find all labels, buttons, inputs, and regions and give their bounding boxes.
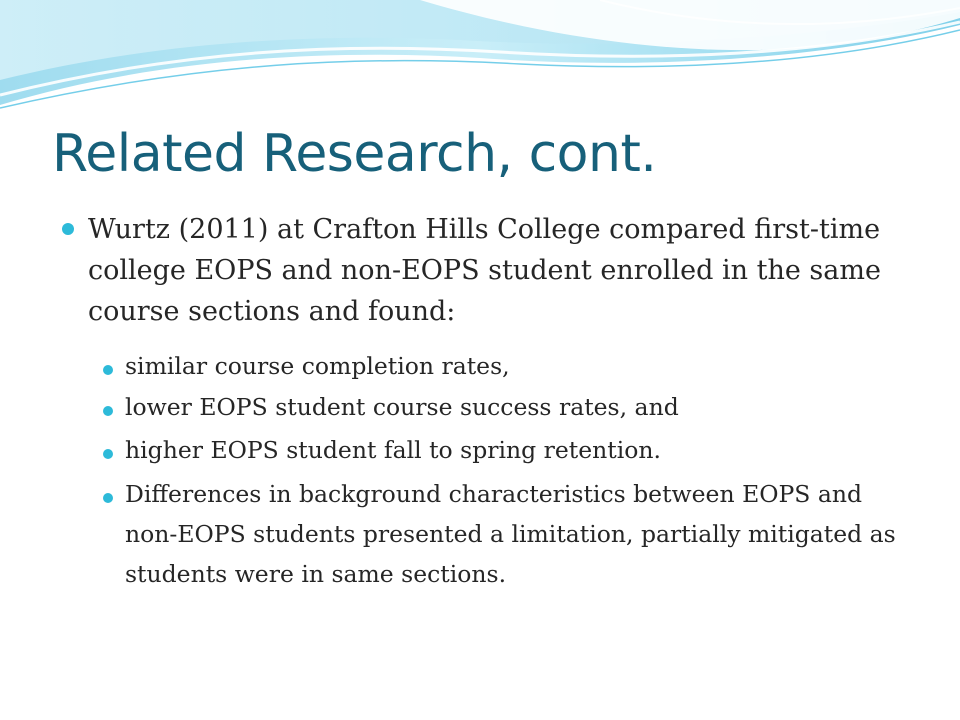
sub-bullet-item: similar course completion rates,: [125, 352, 510, 380]
slide-title: Related Research, cont.: [52, 124, 657, 184]
sub-bullet-item: higher EOPS student fall to spring retention.: [125, 436, 661, 464]
sub-bullet-dot-icon: [103, 365, 113, 375]
sub-bullet-item: lower EOPS student course success rates, and: [125, 393, 679, 421]
sub-bullet-dot-icon: [103, 449, 113, 459]
bullet-item: Wurtz (2011) at Crafton Hills College compared first-time college EOPS and non-EOPS student enrolled in the same course sections and found:: [88, 214, 881, 327]
bullet-dot-icon: [62, 223, 74, 235]
sub-bullet-dot-icon: [103, 493, 113, 503]
sub-bullet-item: Differences in background characteristics between EOPS and non-EOPS students presented a limitation, partially mitigated as students were in same sections.: [125, 480, 896, 588]
sub-bullet-dot-icon: [103, 406, 113, 416]
